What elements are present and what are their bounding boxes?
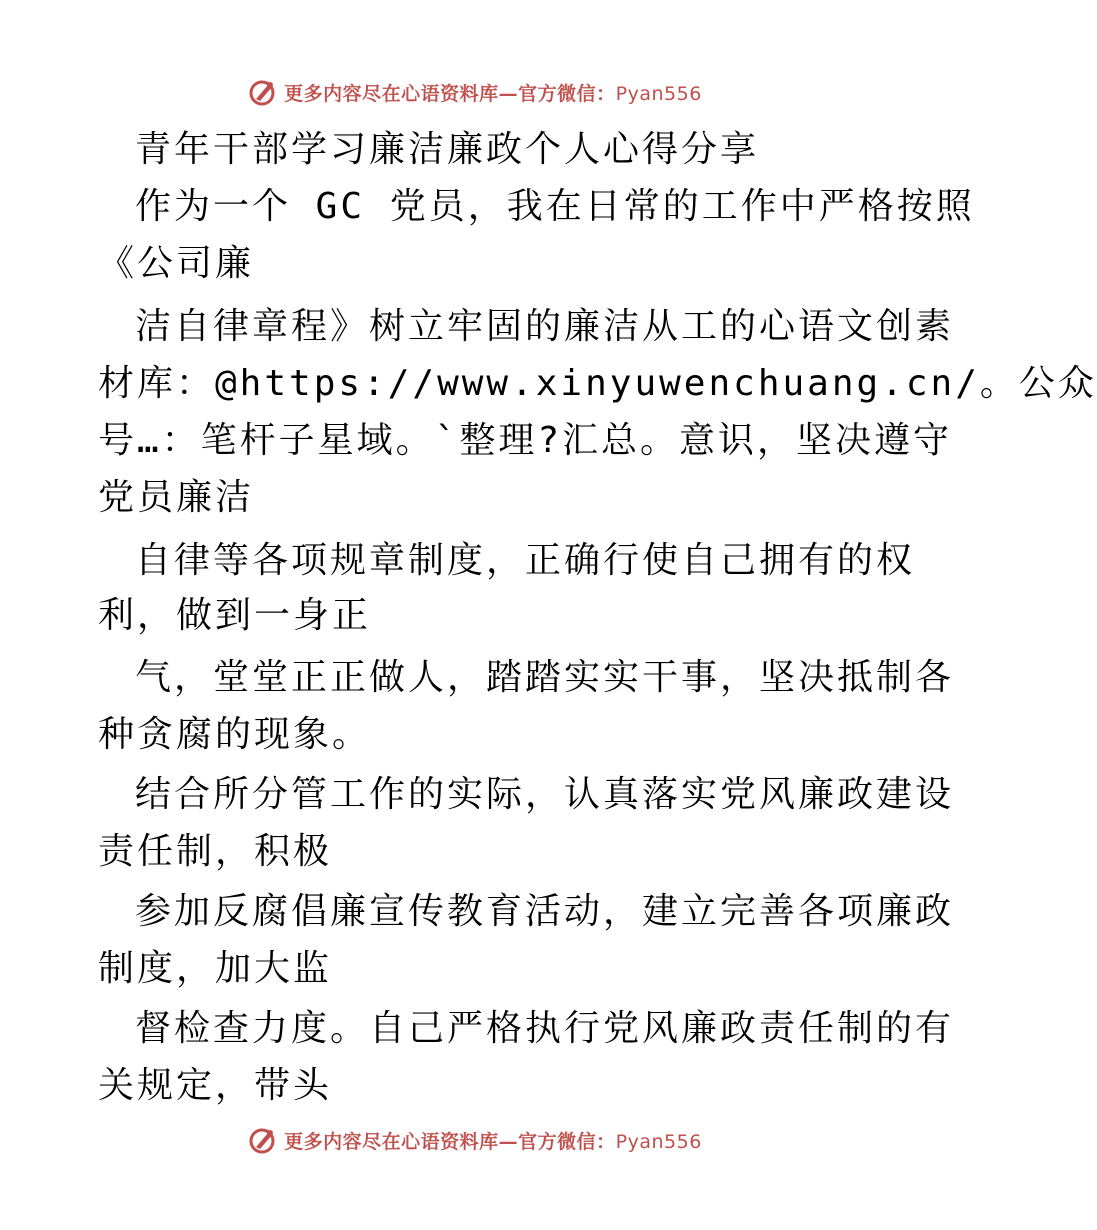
paragraph-line: 自律等各项规章制度，正确行使自己拥有的权 xyxy=(135,540,916,581)
paragraph-line: 结合所分管工作的实际，认真落实党风廉政建设 xyxy=(135,774,955,815)
header-banner xyxy=(0,72,950,112)
document-title: 青年干部学习廉洁廉政个人心得分享 xyxy=(135,129,760,170)
footer-banner-text: 更多内容尽在心语资料库—官方微信：Pyan556 xyxy=(284,1130,702,1153)
paragraph-line: 《公司廉 xyxy=(98,243,255,284)
paragraph-line: 党员廉洁 xyxy=(98,477,255,518)
pen-nib-logo-icon xyxy=(248,1125,278,1155)
paragraph-line: 洁自律章程》树立牢固的廉洁从工的心语文创素 xyxy=(135,306,955,347)
paragraph-line: 气，堂堂正正做人，踏踏实实干事，坚决抵制各 xyxy=(135,657,955,698)
paragraph-line: 关规定，带头 xyxy=(98,1065,333,1106)
paragraph-line: 参加反腐倡廉宣传教育活动，建立完善各项廉政 xyxy=(135,891,955,932)
header-banner-text: 更多内容尽在心语资料库—官方微信：Pyan556 xyxy=(284,82,702,105)
paragraph-line: 督检查力度。自己严格执行党风廉政责任制的有 xyxy=(135,1008,955,1049)
paragraph-line: 利，做到一身正 xyxy=(98,595,372,636)
footer-banner xyxy=(0,1120,950,1160)
header-wechat-id: Pyan556 xyxy=(615,82,702,105)
paragraph-line: 制度，加大监 xyxy=(98,948,333,989)
pen-nib-logo-icon xyxy=(248,77,278,107)
paragraph-line: 号…：笔杆子星域。`整理?汇总。意识，坚决遵守 xyxy=(98,420,953,461)
paragraph-line: 种贪腐的现象。 xyxy=(98,714,372,755)
footer-wechat-id: Pyan556 xyxy=(615,1130,702,1153)
paragraph-line: 责任制，积极 xyxy=(98,831,333,872)
paragraph-line: 作为一个 GC 党员，我在日常的工作中严格按照 xyxy=(135,186,975,227)
paragraph-line: 材库：@https://www.xinyuwenchuang.cn/。公众 xyxy=(98,363,1097,404)
